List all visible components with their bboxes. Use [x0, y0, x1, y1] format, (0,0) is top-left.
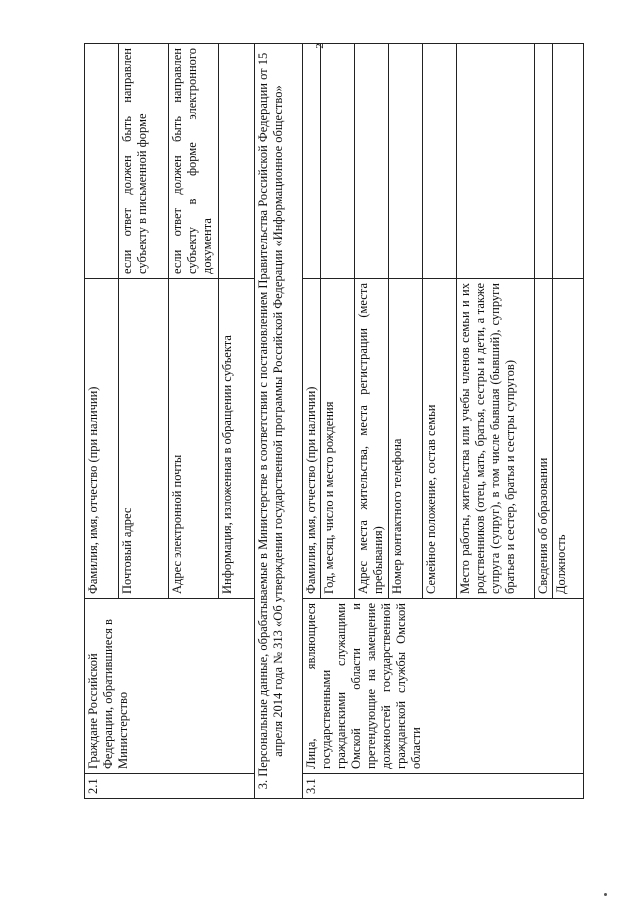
data-condition — [389, 44, 423, 279]
data-field: Фамилия, имя, отчество (при наличии) — [303, 279, 321, 599]
data-field: Должность — [553, 279, 584, 599]
row-number: 2.1 — [85, 774, 255, 799]
data-condition — [321, 44, 355, 279]
scan-speck — [604, 893, 607, 896]
data-condition — [303, 44, 321, 279]
data-condition: если ответ должен быть направлен субъекту в форме электронного документа — [169, 44, 219, 279]
data-field: Адрес места жительства, места регистрации (места пребывания) — [355, 279, 389, 599]
data-condition — [423, 44, 457, 279]
data-field: Номер контактного телефона — [389, 279, 423, 599]
section-heading: 3. Персональные данные, обрабатываемые в Министерстве в соответствии с постановлением Правительства Российской Федерации от 15 апреля 2014 года № 313 «Об утверждении государственной программы Российской Федерации «Информационное общество» — [255, 44, 303, 799]
data-condition: если ответ должен быть направлен субъекту в письменной форме — [119, 44, 169, 279]
data-field: Фамилия, имя, отчество (при наличии) — [85, 279, 119, 599]
data-condition — [219, 44, 255, 279]
subject-category: Граждане Российской Федерации, обратившиеся в Министерство — [85, 599, 255, 774]
data-condition — [85, 44, 119, 279]
personal-data-table — [84, 43, 584, 799]
data-condition — [457, 44, 535, 279]
page-number: 2 — [314, 43, 326, 49]
table-row — [255, 44, 303, 799]
data-field: Сведения об образовании — [535, 279, 553, 599]
data-field: Семейное положение, состав семьи — [423, 279, 457, 599]
data-condition — [355, 44, 389, 279]
subject-category: Лица, являющиеся государственными гражданскими служащими Омской области и претендующие на замещение должностей государственной гражданской службы Омской области — [303, 599, 584, 774]
table-row — [303, 44, 321, 799]
data-field: Почтовый адрес — [119, 279, 169, 599]
data-field: Информация, изложенная в обращении субъекта — [219, 279, 255, 599]
data-field: Место работы, жительства или учебы членов семьи и их родственников (отец, мать, братья, сестры и дети, а также супруга (супруг), в том числе бывшая (бывший), супруги братьев и сестер, братья и сестры супругов) — [457, 279, 535, 599]
data-field: Адрес электронной почты — [169, 279, 219, 599]
data-condition — [553, 44, 584, 279]
data-condition — [535, 44, 553, 279]
row-number: 3.1 — [303, 774, 584, 799]
table-row — [85, 44, 119, 799]
data-field: Год, месяц, число и место рождения — [321, 279, 355, 599]
